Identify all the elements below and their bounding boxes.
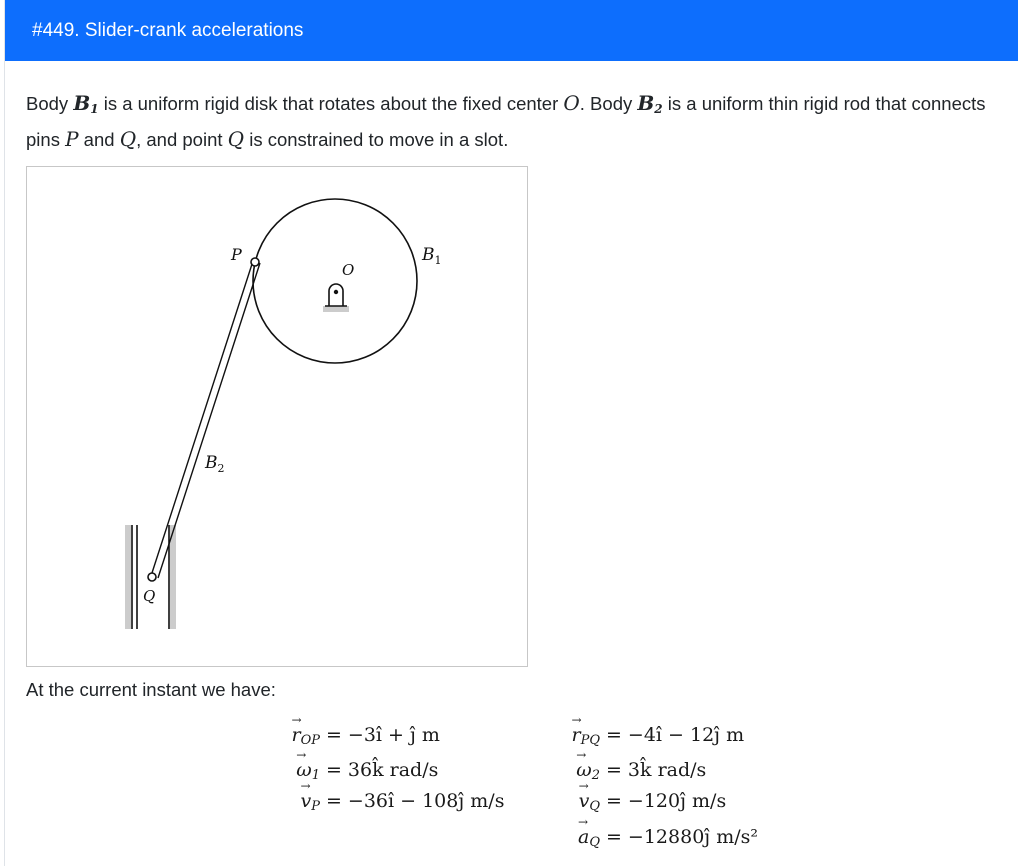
problem-title-bar xyxy=(5,0,1018,61)
slider-crank-diagram xyxy=(26,166,528,667)
point-p-symbol: P xyxy=(65,127,79,151)
statement-text: is a uniform rigid disk that rotates about the fixed center xyxy=(98,93,564,114)
rod-edge-left xyxy=(151,261,253,576)
pivot-ground xyxy=(323,306,349,312)
statement-text: , and point xyxy=(136,129,228,150)
problem-title: #449. Slider-crank accelerations xyxy=(32,19,304,41)
equation-omega-1: → $\omega_1$ = 36k̂ rad/s xyxy=(272,759,438,783)
disk-b1 xyxy=(253,199,417,363)
equation-v-p: → $v_P$ = −36î − 108ĵ m/s xyxy=(272,790,504,814)
body-b2-symbol: $B_2$ xyxy=(637,91,663,116)
pin-q xyxy=(148,573,156,581)
pivot-o xyxy=(334,290,338,294)
statement-text: is constrained to move in a slot. xyxy=(244,129,509,150)
equation-a-q: → $a_Q$ = −12880ĵ m/s² xyxy=(552,826,758,850)
point-q-symbol: Q xyxy=(119,127,137,151)
statement-text: . Body xyxy=(579,93,638,114)
equation-r-pq: → $r_{PQ}$ = −4î − 12ĵ m xyxy=(552,724,744,748)
pivot-support xyxy=(329,284,343,306)
pin-p xyxy=(251,258,259,266)
statement-text: Body xyxy=(26,93,74,114)
label-b1: $B_1$ xyxy=(422,245,442,267)
instant-caption: At the current instant we have: xyxy=(26,679,276,700)
statement-text: and xyxy=(78,129,120,150)
problem-statement xyxy=(26,88,1001,155)
slot-right-ground xyxy=(170,525,176,629)
slot-left-ground xyxy=(125,525,131,629)
label-q: Q xyxy=(143,587,156,605)
rod-edge-right xyxy=(158,263,260,578)
body-b1-symbol: $B_1$ xyxy=(73,91,99,116)
point-q-symbol: Q xyxy=(227,127,245,151)
diagram-svg xyxy=(27,167,527,666)
label-b2: $B_2$ xyxy=(205,453,225,475)
equation-v-q: → $v_Q$ = −120ĵ m/s xyxy=(552,790,726,814)
label-o: O xyxy=(342,261,355,279)
statement-text: is a uniform thin rigid rod that connects pins xyxy=(26,93,986,150)
equation-omega-2: → $\omega_2$ = 3k̂ rad/s xyxy=(552,759,706,783)
label-p: P xyxy=(231,245,242,264)
point-o-symbol: O xyxy=(563,91,580,115)
equation-r-op: → $r_{OP}$ = −3î + ĵ m xyxy=(272,724,440,748)
